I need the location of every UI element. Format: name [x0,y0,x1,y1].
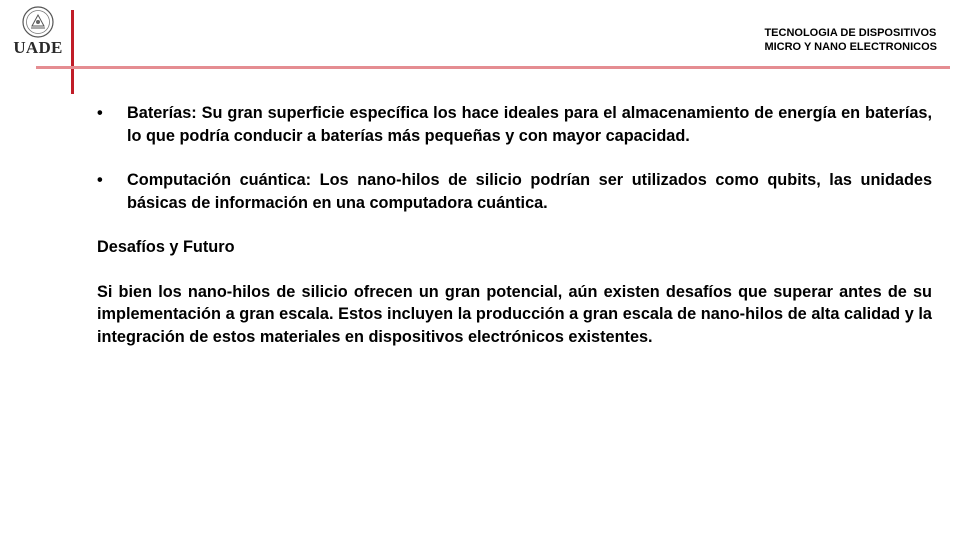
section-heading: Desafíos y Futuro [97,238,235,256]
header-divider [36,66,950,69]
uade-logo [8,6,68,58]
bullet-item [97,169,932,214]
bullet-text: Baterías: Su gran superficie específica los hace ideales para el almacenamiento de energía en baterías, lo que podría conducir a baterías más pequeñas y con mayor capacidad. [127,104,932,145]
bullet-text: Computación cuántica: Los nano-hilos de silicio podrían ser utilizados como qubits, las unidades básicas de información en una computadora cuántica. [127,171,932,212]
slide-content [97,102,932,348]
university-seal-icon [22,6,54,38]
course-title-line-1: TECNOLOGIA DE DISPOSITIVOS [764,27,937,39]
body-paragraph: Si bien los nano-hilos de silicio ofrecen un gran potencial, aún existen desafíos que superar antes de su implementación a gran escala. Estos incluyen la producción a gran escala de nano-hilos de alta calidad y la integración de estos materiales en dispositivos electrónicos existentes. [97,282,932,346]
course-title-line-2: MICRO Y NANO ELECTRONICOS [764,41,937,53]
bullet-marker: • [97,104,103,122]
bullet-item [97,102,932,147]
logo-wordmark: UADE [13,38,63,57]
header-vertical-accent [71,10,74,94]
bullet-marker: • [97,171,103,189]
course-title [764,26,937,54]
